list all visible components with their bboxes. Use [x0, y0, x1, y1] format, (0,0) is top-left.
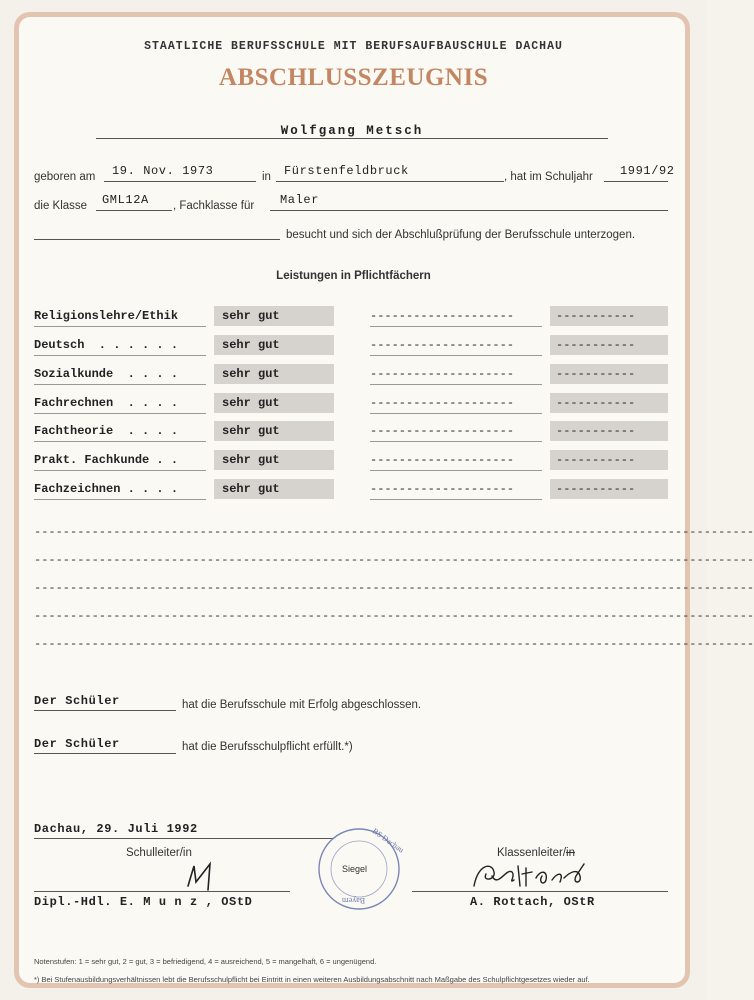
- empty-dash-line: ----------------------------------------------------------------------------------------------------: [34, 609, 754, 623]
- principal-signature: [180, 856, 230, 896]
- school-year: 1991/92: [620, 164, 675, 178]
- empty-grade-cell: -----------: [550, 479, 668, 499]
- subject-grade: sehr gut: [214, 393, 334, 413]
- teacher-name: A. Rottach, OStR: [470, 895, 595, 909]
- empty-grade-cell: -----------: [550, 306, 668, 326]
- place-date: Dachau, 29. Juli 1992: [34, 822, 198, 836]
- name-line: [96, 138, 608, 139]
- seal-label: Siegel: [342, 864, 368, 874]
- school-year-label: , hat im Schuljahr: [504, 171, 593, 183]
- subject-grade: sehr gut: [214, 364, 334, 384]
- empty-grade-cell: --------------------: [370, 364, 542, 385]
- subject-name: Fachzeichnen . . . .: [34, 479, 206, 500]
- empty-dash-line: ----------------------------------------------------------------------------------------------------: [34, 637, 754, 651]
- result-subject-1: Der Schüler: [34, 694, 120, 708]
- school-name: STAATLICHE BERUFSSCHULE MIT BERUFSAUFBAUSCHULE DACHAU: [144, 40, 563, 53]
- subject-grade: sehr gut: [214, 335, 334, 355]
- empty-dash-line: ----------------------------------------------------------------------------------------------------: [34, 525, 754, 539]
- class-label: die Klasse: [34, 200, 88, 212]
- empty-grade-cell: -----------: [550, 364, 668, 384]
- class-line: [96, 210, 172, 211]
- subject-name: Prakt. Fachkunde . .: [34, 450, 206, 471]
- empty-grade-cell: --------------------: [370, 335, 542, 356]
- result-text-2: hat die Berufsschulpflicht erfüllt.*): [182, 741, 353, 753]
- place-date-line: [34, 838, 334, 839]
- empty-grade-cell: -----------: [550, 450, 668, 470]
- attended-text: besucht und sich der Abschlußprüfung der Berufsschule unterzogen.: [286, 229, 636, 241]
- born-date-line: [104, 181, 256, 182]
- school-year-line: [604, 181, 668, 182]
- empty-dash-line: ----------------------------------------------------------------------------------------------------: [34, 553, 754, 567]
- born-label: geboren am: [34, 171, 96, 183]
- subject-grade: sehr gut: [214, 450, 334, 470]
- subject-name: Deutsch . . . . . .: [34, 335, 206, 356]
- principal-label: Schulleiter/in: [126, 847, 192, 859]
- result-line-2: [34, 753, 176, 754]
- grade-scale-note: Notenstufen: 1 = sehr gut, 2 = gut, 3 = befriedigend, 4 = ausreichend, 5 = mangelhaft, 6 = ungenügend.: [34, 957, 377, 966]
- principal-name: Dipl.-Hdl. E. M u n z , OStD: [34, 895, 253, 909]
- subject-name: Fachrechnen . . . .: [34, 393, 206, 414]
- empty-grade-cell: --------------------: [370, 306, 542, 327]
- empty-grade-cell: -----------: [550, 335, 668, 355]
- grades-section-title: Leistungen in Pflichtfächern: [276, 270, 431, 282]
- subject-grade: sehr gut: [214, 306, 334, 326]
- trade-label: , Fachklasse für: [173, 200, 255, 212]
- official-seal: [316, 826, 406, 912]
- teacher-line: [412, 891, 668, 892]
- student-name: Wolfgang Metsch: [280, 124, 424, 138]
- class-value: GML12A: [102, 193, 149, 207]
- seal-bottom-text: Bayern: [342, 896, 366, 905]
- subject-grade: sehr gut: [214, 421, 334, 441]
- trade-value: Maler: [280, 193, 320, 207]
- footnote: *) Bei Stufenausbildungsverhältnissen lebt die Berufsschulpflicht bei Eintritt in einen weiteren Ausbildungsabschnitt nach Maßgabe des Schulpflichtgesetzes wieder auf.: [34, 975, 590, 984]
- subject-name: Sozialkunde . . . .: [34, 364, 206, 385]
- seal-ring-text: BS Dachau: [370, 826, 406, 855]
- empty-grade-cell: --------------------: [370, 450, 542, 471]
- principal-line: [34, 891, 290, 892]
- subject-name: Religionslehre/Ethik: [34, 306, 206, 327]
- result-line-1: [34, 710, 176, 711]
- empty-grade-cell: --------------------: [370, 421, 542, 442]
- in-label: in: [262, 171, 271, 183]
- blank-line: [34, 239, 280, 240]
- trade-line: [270, 210, 668, 211]
- teacher-signature: [468, 858, 608, 894]
- result-subject-2: Der Schüler: [34, 737, 120, 751]
- empty-grade-cell: -----------: [550, 421, 668, 441]
- birthplace-line: [276, 181, 504, 182]
- born-date: 19. Nov. 1973: [112, 164, 214, 178]
- certificate-title: ABSCHLUSSZEUGNIS: [218, 64, 489, 91]
- birthplace: Fürstenfeldbruck: [284, 164, 409, 178]
- empty-grade-cell: --------------------: [370, 393, 542, 414]
- subject-name: Fachtheorie . . . .: [34, 421, 206, 442]
- empty-grade-cell: -----------: [550, 393, 668, 413]
- result-text-1: hat die Berufsschule mit Erfolg abgeschlossen.: [182, 699, 422, 711]
- empty-grade-cell: --------------------: [370, 479, 542, 500]
- empty-dash-line: ----------------------------------------------------------------------------------------------------: [34, 581, 754, 595]
- subject-grade: sehr gut: [214, 479, 334, 499]
- teacher-label: Klassenleiter/in: [497, 847, 575, 859]
